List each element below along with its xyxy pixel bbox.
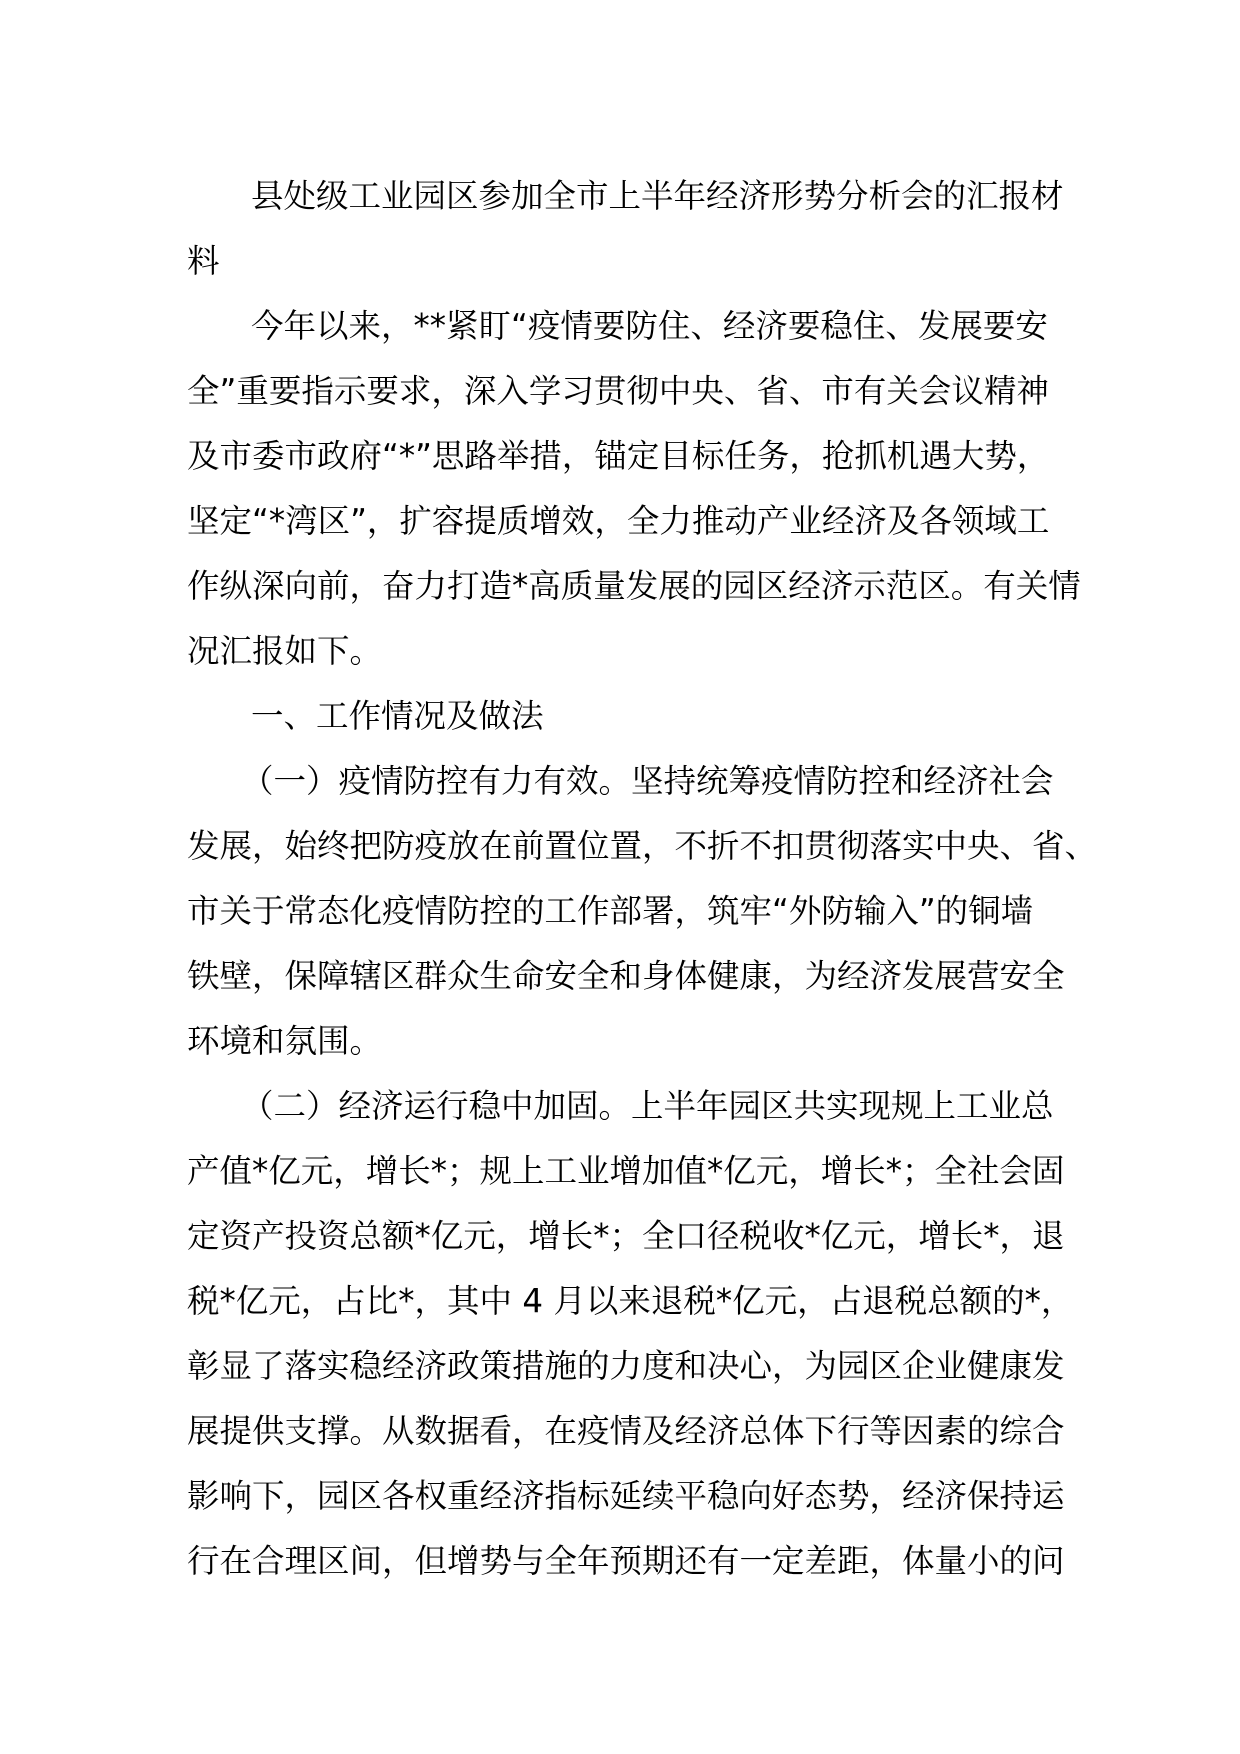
intro-paragraph-line-1: 今年以来，**紧盯“疫情要防住、经济要稳住、发展要安 [251,307,1048,345]
section-1-paragraph-line-4: 铁壁，保障辖区群众生命安全和身体健康，为经济发展营安全 [187,957,1065,995]
section-2-paragraph-line-4: 税*亿元，占比*，其中 4 月以来退税*亿元，占退税总额的*， [187,1282,1074,1320]
intro-paragraph-line-6: 况汇报如下。 [187,632,383,670]
intro-paragraph-line-5: 作纵深向前，奋力打造*高质量发展的园区经济示范区。有关情 [187,567,1081,605]
section-2-paragraph-line-1: （二）经济运行稳中加固。上半年园区共实现规上工业总 [241,1087,1054,1125]
document-title-line-2: 料 [187,242,220,280]
section-2-paragraph-line-3: 定资产投资总额*亿元，增长*；全口径税收*亿元，增长*，退 [187,1217,1065,1255]
section-2-paragraph-line-2: 产值*亿元，增长*；规上工业增加值*亿元，增长*；全社会固 [187,1152,1065,1190]
section-1-paragraph-line-2: 发展，始终把防疫放在前置位置，不折不扣贯彻落实中央、省、 [187,827,1098,865]
section-2-paragraph-line-8: 行在合理区间，但增势与全年预期还有一定差距，体量小的问 [187,1542,1065,1580]
section-2-paragraph-line-7: 影响下，园区各权重经济指标延续平稳向好态势，经济保持运 [187,1477,1065,1515]
section-heading: 一、工作情况及做法 [251,697,544,735]
document-body [187,164,1098,1594]
intro-paragraph-line-3: 及市委市政府“*”思路举措，锚定目标任务，抢抓机遇大势， [187,437,1050,475]
intro-paragraph-line-2: 全”重要指示要求，深入学习贯彻中央、省、市有关会议精神 [187,372,1049,410]
intro-paragraph-line-4: 坚定“*湾区”，扩容提质增效，全力推动产业经济及各领域工 [187,502,1050,540]
section-1-paragraph-line-5: 环境和氛围。 [187,1022,383,1060]
document-title-line-1: 县处级工业园区参加全市上半年经济形势分析会的汇报材 [251,177,1064,215]
section-1-paragraph-line-1: （一）疫情防控有力有效。坚持统筹疫情防控和经济社会 [241,762,1054,800]
section-2-paragraph-line-5: 彰显了落实稳经济政策措施的力度和决心，为园区企业健康发 [187,1347,1065,1385]
section-2-paragraph-line-6: 展提供支撑。从数据看，在疫情及经济总体下行等因素的综合 [187,1412,1065,1450]
section-1-paragraph-line-3: 市关于常态化疫情防控的工作部署，筑牢“外防输入”的铜墙 [187,892,1034,930]
